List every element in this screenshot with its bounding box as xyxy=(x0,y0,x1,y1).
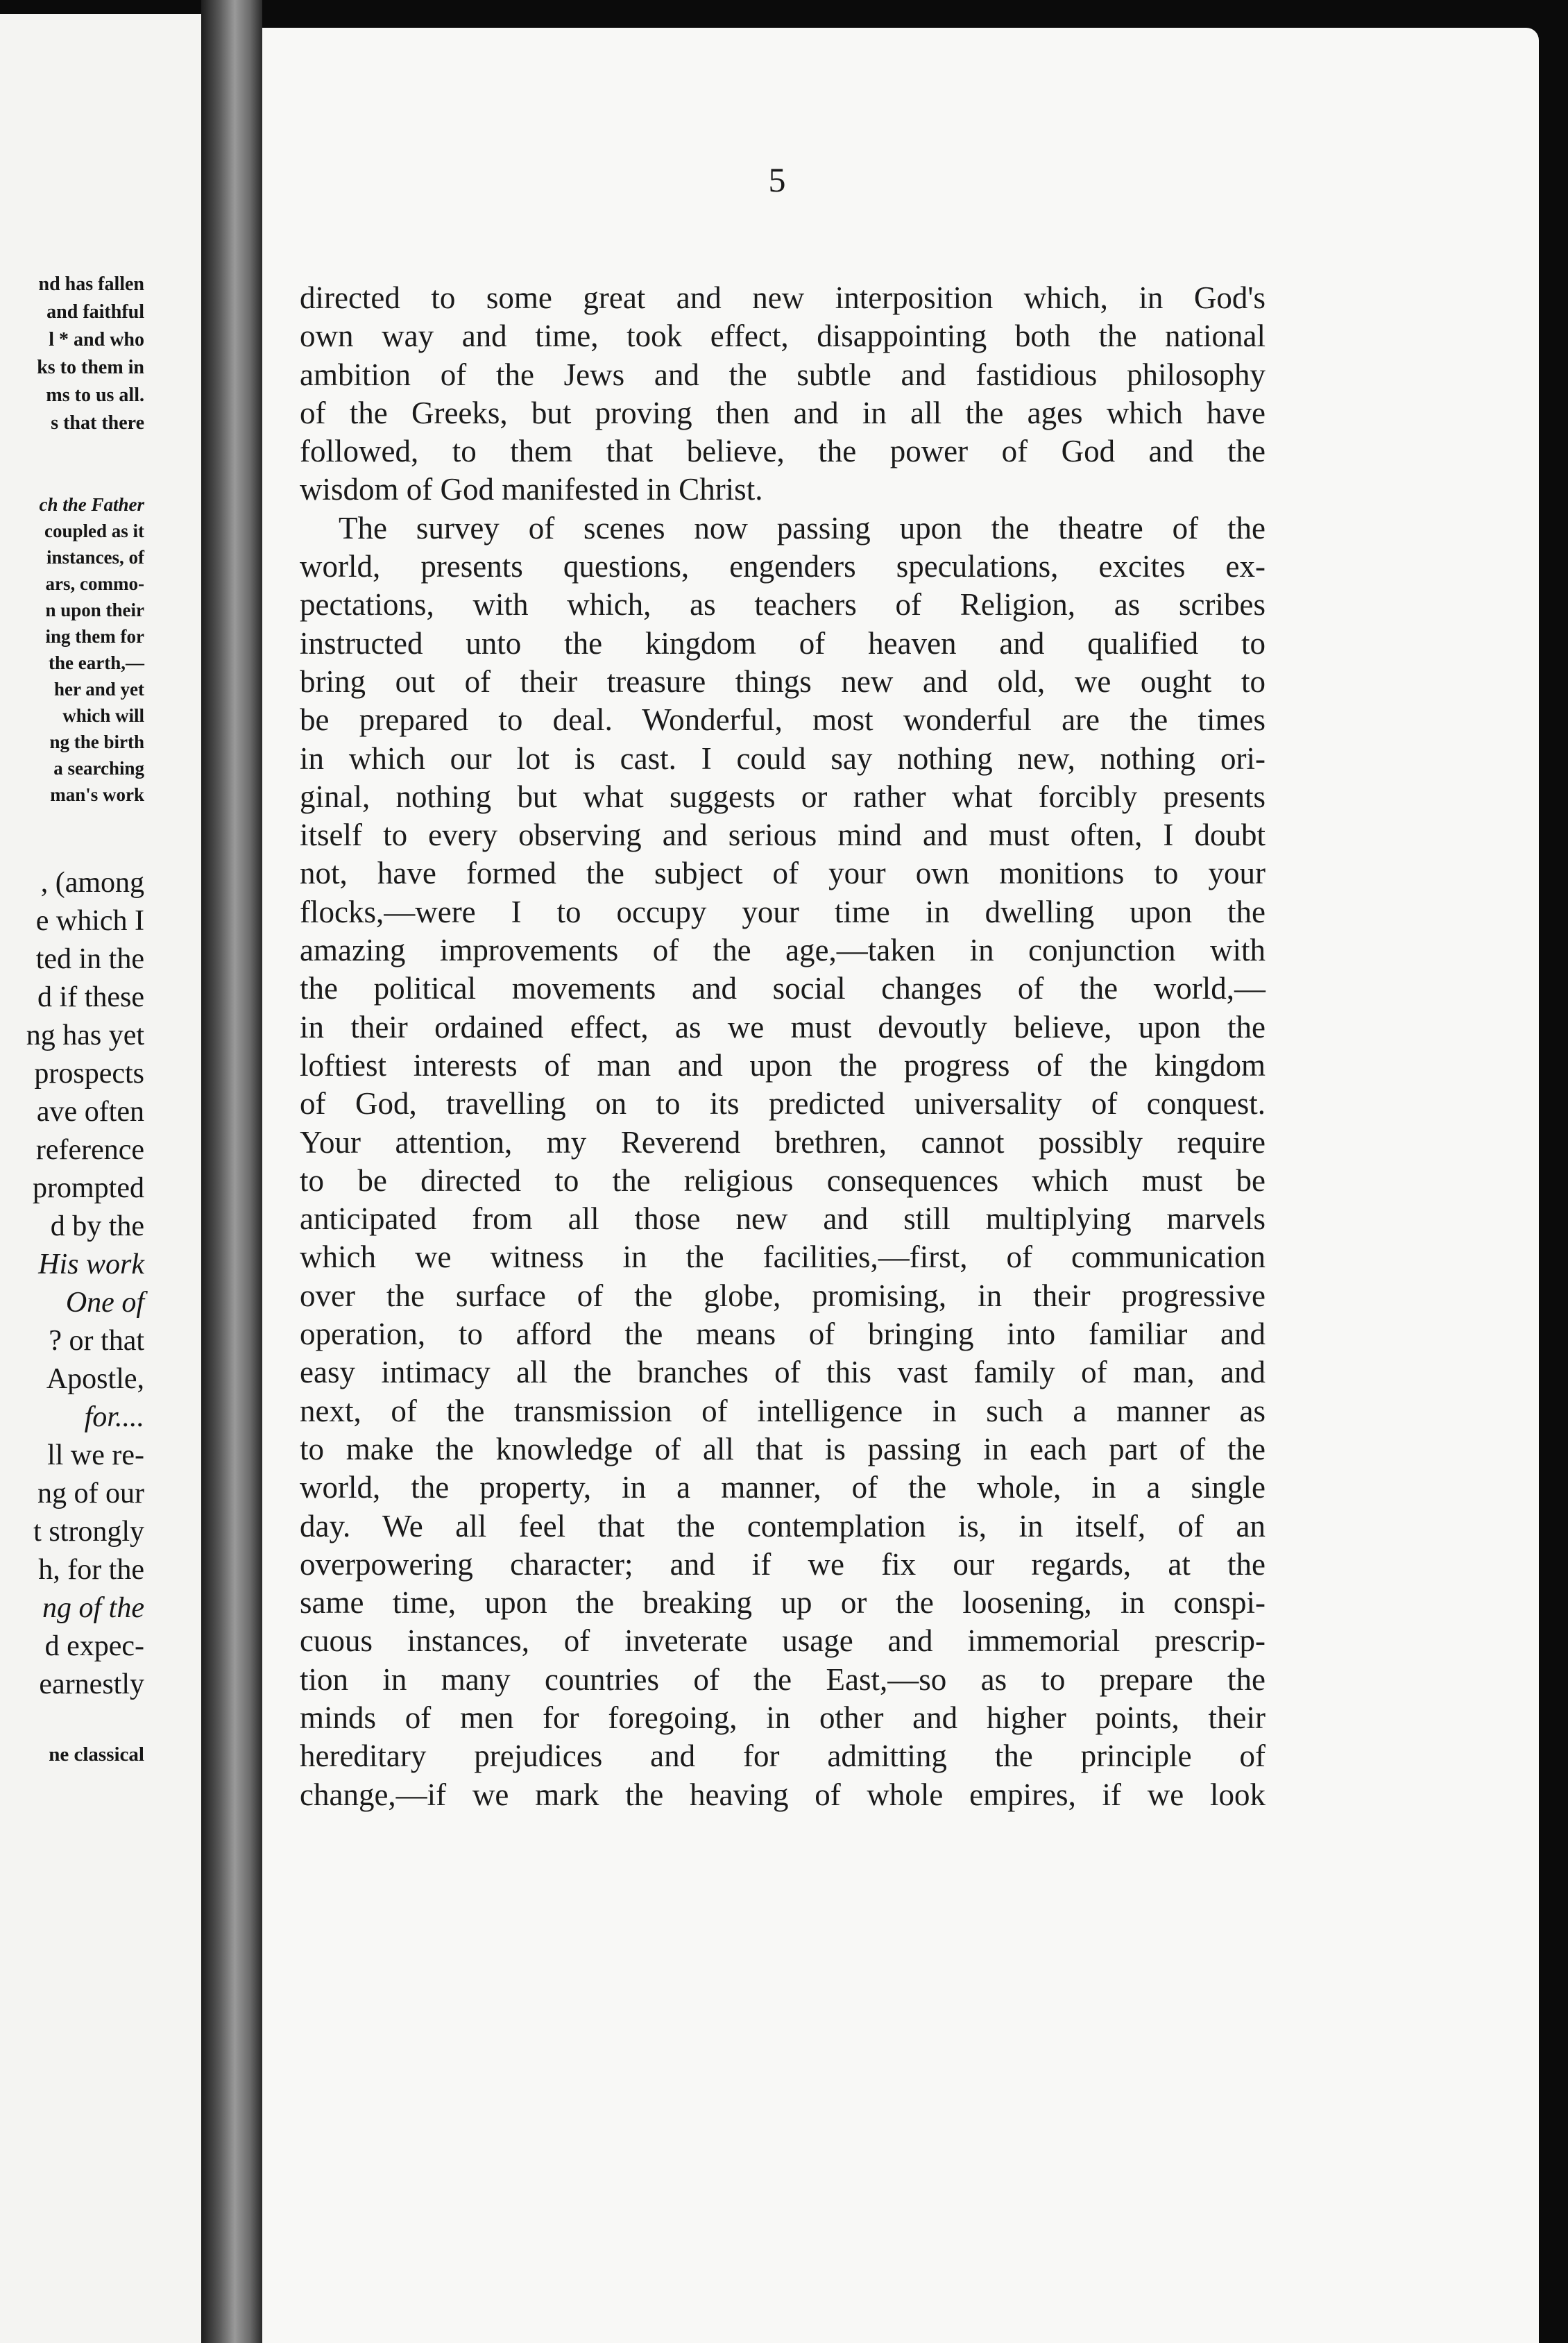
left-line: and faithful xyxy=(46,301,144,323)
left-main-fragment xyxy=(26,864,144,1704)
left-line: ars, commo- xyxy=(45,573,144,594)
left-line-italic: ch the Father xyxy=(39,494,144,515)
text-line: anticipated from all those new and still multiplying marvels xyxy=(300,1201,1266,1237)
text-line: followed, to them that believe, the power of God and the xyxy=(300,434,1266,469)
text-line: minds of men for foregoing, in other and higher points, their xyxy=(300,1700,1266,1735)
text-line: Your attention, my Reverend brethren, cannot possibly require xyxy=(300,1124,1266,1160)
left-line: ted in the xyxy=(35,943,144,975)
left-line: a searching xyxy=(53,758,144,779)
text-line: directed to some great and new interposition which, in God's xyxy=(300,280,1266,315)
text-line: next, of the transmission of intelligence in such a manner as xyxy=(300,1393,1266,1428)
left-line: e which I xyxy=(35,905,144,937)
left-line xyxy=(26,1284,144,1322)
left-line: t strongly xyxy=(33,1516,144,1548)
text-line: the political movements and social changes of the world,— xyxy=(300,971,1266,1006)
text-line: over the surface of the globe, promising, in their progressive xyxy=(300,1278,1266,1313)
left-line: earnestly xyxy=(39,1668,144,1700)
left-line-italic: ng of the xyxy=(42,1592,144,1624)
body-text xyxy=(300,279,1266,1814)
left-line: n upon their xyxy=(45,600,144,620)
left-line: , (among xyxy=(40,867,144,899)
left-line: nd has fallen xyxy=(38,273,144,295)
left-line: prospects xyxy=(34,1058,144,1090)
text-line: of the Greeks, but proving then and in all the ages which have xyxy=(300,395,1266,430)
text-line: to make the knowledge of all that is passing in each part of the xyxy=(300,1431,1266,1466)
left-line: which will xyxy=(62,705,144,726)
text-line: pectations, with which, as teachers of Religion, as scribes xyxy=(300,587,1266,623)
left-line: ks to them in xyxy=(37,357,144,378)
left-line: man's work xyxy=(50,784,144,805)
text-line: in their ordained effect, as we must devoutly believe, upon the xyxy=(300,1009,1266,1044)
left-line: ll we re- xyxy=(47,1439,144,1471)
paragraph xyxy=(300,509,1266,1814)
left-line xyxy=(26,1398,144,1437)
left-line: l * and who xyxy=(49,329,144,350)
text-line: flocks,—were I to occupy your time in dwelling upon the xyxy=(300,894,1266,929)
text-line: bring out of their treasure things new and old, we ought to xyxy=(300,663,1266,699)
text-line: world, the property, in a manner, of the whole, in a single xyxy=(300,1470,1266,1505)
text-line: wisdom of God manifested in Christ. xyxy=(300,472,763,507)
left-line-italic: One of xyxy=(65,1287,144,1319)
left-line: ng the birth xyxy=(49,731,144,752)
text-line: which we witness in the facilities,—first, of communication xyxy=(300,1240,1266,1275)
left-page-fragment xyxy=(0,14,203,2343)
left-line xyxy=(26,1246,144,1284)
left-line: ng of our xyxy=(37,1478,144,1509)
text-line: tion in many countries of the East,—so as to prepare the xyxy=(300,1661,1266,1697)
left-line-italic: for.... xyxy=(84,1401,144,1433)
text-line: The survey of scenes now passing upon the theatre of the xyxy=(339,510,1266,545)
text-line: amazing improvements of the age,—taken in conjunction with xyxy=(300,933,1266,968)
left-line: ne classical xyxy=(49,1743,144,1766)
left-line: ? or that xyxy=(49,1325,144,1357)
text-line: not, have formed the subject of your own monitions to your xyxy=(300,856,1266,891)
left-line: ing them for xyxy=(45,626,144,647)
text-line: ambition of the Jews and the subtle and fastidious philosophy xyxy=(300,357,1266,392)
left-line: d by the xyxy=(50,1210,144,1242)
left-line: reference xyxy=(35,1134,144,1166)
left-line: ave often xyxy=(36,1096,144,1128)
text-line: operation, to afford the means of bringing into familiar and xyxy=(300,1317,1266,1352)
left-line: s that there xyxy=(51,412,144,434)
text-line: to be directed to the religious consequences which must be xyxy=(300,1162,1266,1198)
left-line-italic: His work xyxy=(38,1249,144,1280)
text-line: overpowering character; and if we fix our regards, at the xyxy=(300,1546,1266,1582)
page-number: 5 xyxy=(768,160,786,199)
text-line: loftiest interests of man and upon the progress of the kingdom xyxy=(300,1047,1266,1083)
text-line: ginal, nothing but what suggests or rather what forcibly presents xyxy=(300,779,1266,814)
left-line xyxy=(26,1589,144,1627)
text-line: of God, travelling on to its predicted universality of conquest. xyxy=(300,1086,1266,1122)
left-middle-fragment xyxy=(39,491,144,808)
text-line: hereditary prejudices and for admitting the principle of xyxy=(300,1739,1266,1774)
left-line: coupled as it xyxy=(44,521,144,541)
left-line: d if these xyxy=(37,981,144,1013)
left-line xyxy=(39,491,144,518)
left-footnote-fragment xyxy=(37,271,144,437)
left-line: d expec- xyxy=(44,1630,144,1662)
left-line: her and yet xyxy=(53,679,144,700)
left-line: ms to us all. xyxy=(46,384,144,406)
text-line: be prepared to deal. Wonderful, most wonderful are the times xyxy=(300,702,1266,738)
text-line: in which our lot is cast. I could say nothing new, nothing ori- xyxy=(300,741,1266,776)
text-line: same time, upon the breaking up or the loosening, in conspi- xyxy=(300,1585,1266,1621)
left-line: instances, of xyxy=(46,547,144,568)
left-line: the earth,— xyxy=(49,652,144,673)
text-line: own way and time, took effect, disappointing both the national xyxy=(300,319,1266,354)
left-line: prompted xyxy=(33,1172,144,1204)
left-line: Apostle, xyxy=(46,1363,144,1395)
text-line: change,—if we mark the heaving of whole empires, if we look xyxy=(300,1777,1266,1812)
left-line: h, for the xyxy=(38,1554,144,1586)
text-line: world, presents questions, engenders speculations, excites ex- xyxy=(300,549,1266,584)
text-line: instructed unto the kingdom of heaven and qualified to xyxy=(300,625,1266,661)
left-line: ng has yet xyxy=(26,1020,144,1051)
book-gutter xyxy=(201,0,262,2343)
text-line: itself to every observing and serious mind and must often, I doubt xyxy=(300,818,1266,853)
text-line: cuous instances, of inveterate usage and immemorial prescrip- xyxy=(300,1623,1266,1659)
paragraph xyxy=(300,279,1266,509)
text-line: day. We all feel that the contemplation is, in itself, of an xyxy=(300,1508,1266,1543)
left-bottom-fragment xyxy=(49,1741,144,1768)
text-line: easy intimacy all the branches of this vast family of man, and xyxy=(300,1355,1266,1390)
